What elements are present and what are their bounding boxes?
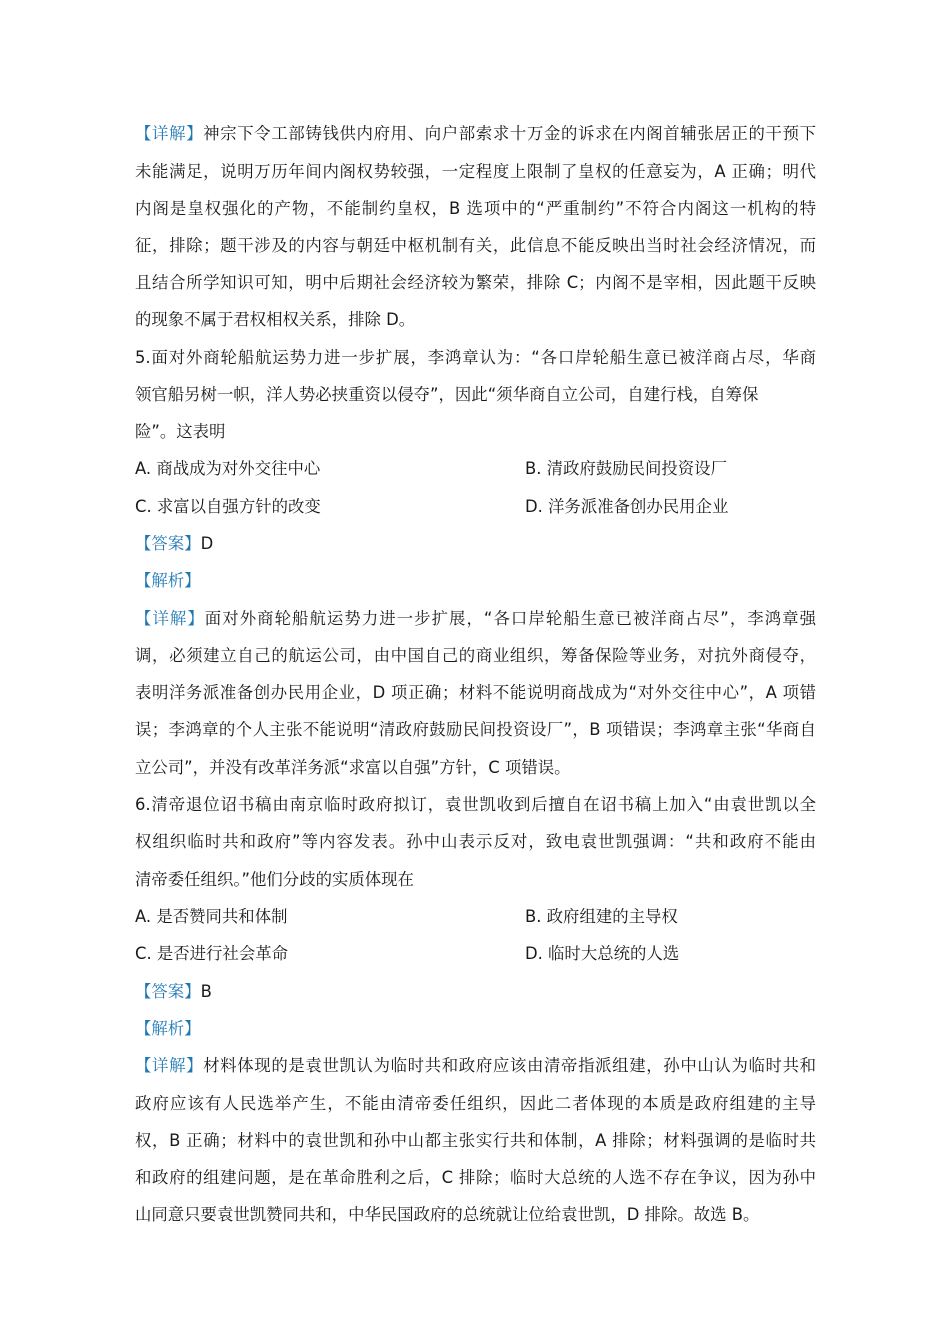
q6-detail-line-2: 政府应该有人民选举产生，不能由清帝委任组织，因此二者体现的本质是政府组建的主导 [135, 1094, 816, 1113]
q6-option-a: A. 是否赞同共和体制 [135, 907, 288, 926]
q5-detail-line-2: 调，必须建立自己的航运公司，由中国自己的商业组织，筹备保险等业务，对抗外商侵夺， [135, 646, 816, 665]
q4-detail-line-3: 内阁是皇权强化的产物，不能制约皇权，B 选项中的“严重制约”不符合内阁这一机构的特 [135, 199, 816, 218]
q5-detail-line-1: 【详解】面对外商轮船航运势力进一步扩展，“各口岸轮船生意已被洋商占尽”，李鸿章强 [135, 609, 817, 628]
q5-stem-line-1: 5.面对外商轮船航运势力进一步扩展，李鸿章认为：“各口岸轮船生意已被洋商占尽，华商 [135, 348, 816, 367]
answer-value: B [200, 982, 212, 1001]
q6-option-b: B. 政府组建的主导权 [525, 907, 678, 926]
q6-option-c: C. 是否进行社会革命 [135, 944, 288, 963]
q6-analysis-tag: 【解析】 [135, 1019, 201, 1038]
answer-value: D [200, 534, 214, 553]
q4-detail-line-6: 的现象不属于君权相权关系，排除 D。 [135, 310, 416, 329]
detail-tag: 【详解】 [135, 609, 205, 628]
detail-tag: 【详解】 [135, 1056, 204, 1075]
q6-detail-line-1: 【详解】材料体现的是袁世凯认为临时共和政府应该由清帝指派组建，孙中山认为临时共和 [135, 1056, 817, 1075]
q5-option-d: D. 洋务派准备创办民用企业 [525, 497, 729, 516]
answer-tag: 【答案】 [135, 982, 201, 1001]
q6-stem-line-2: 权组织临时共和政府”等内容发表。孙中山表示反对，致电袁世凯强调：“共和政府不能由 [135, 832, 816, 851]
q6-answer [135, 980, 212, 1004]
q5-option-c: C. 求富以自强方针的改变 [135, 497, 321, 516]
q6-option-d: D. 临时大总统的人选 [525, 944, 680, 963]
answer-tag: 【答案】 [135, 534, 201, 553]
q6-detail-line-5: 山同意只要袁世凯赞同共和，中华民国政府的总统就让位给袁世凯，D 排除。故选 B。 [135, 1205, 760, 1224]
detail-tag: 【详解】 [135, 124, 204, 143]
q4-detail-line-1: 【详解】神宗下令工部铸钱供内府用、向户部索求十万金的诉求在内阁首辅张居正的干预下 [135, 124, 817, 143]
q4-detail-line-2: 未能满足，说明万历年间内阁权势较强，一定程度上限制了皇权的任意妄为，A 正确；明代 [135, 162, 816, 181]
q6-stem-line-3: 清帝委任组织。”他们分歧的实质体现在 [135, 870, 414, 889]
q5-detail-line-3: 表明洋务派准备创办民用企业，D 项正确；材料不能说明商战成为“对外交往中心”，A 项错 [135, 683, 816, 702]
q5-answer [135, 532, 213, 556]
q5-stem-line-2: 领官船另树一帜，洋人势必挟重资以侵夺”，因此“须华商自立公司，自建行栈，自筹保 [135, 385, 759, 404]
q4-detail-line-4: 征，排除；题干涉及的内容与朝廷中枢机制有关，此信息不能反映出当时社会经济情况，而 [135, 236, 816, 255]
q5-analysis-tag: 【解析】 [135, 571, 201, 590]
q5-stem-line-3: 险”。这表明 [135, 422, 226, 441]
q5-option-a: A. 商战成为对外交往中心 [135, 459, 321, 478]
q5-option-b: B. 清政府鼓励民间投资设厂 [525, 459, 727, 478]
q6-detail-line-4: 和政府的组建问题，是在革命胜利之后，C 排除；临时大总统的人选不存在争议，因为孙中 [135, 1168, 816, 1187]
q5-detail-line-4: 误；李鸿章的个人主张不能说明“清政府鼓励民间投资设厂”，B 项错误；李鸿章主张“华商自 [135, 720, 816, 739]
q4-detail-line-5: 且结合所学知识可知，明中后期社会经济较为繁荣，排除 C；内阁不是宰相，因此题干反映 [135, 273, 816, 292]
q5-detail-line-5: 立公司”，并没有改革洋务派“求富以自强”方针，C 项错误。 [135, 758, 571, 777]
q6-stem-line-1: 6.清帝退位诏书稿由南京临时政府拟订，袁世凯收到后擅自在诏书稿上加入“由袁世凯以全 [135, 795, 816, 814]
q6-detail-line-3: 权，B 正确；材料中的袁世凯和孙中山都主张实行共和体制，A 排除；材料强调的是临时共 [135, 1131, 816, 1150]
